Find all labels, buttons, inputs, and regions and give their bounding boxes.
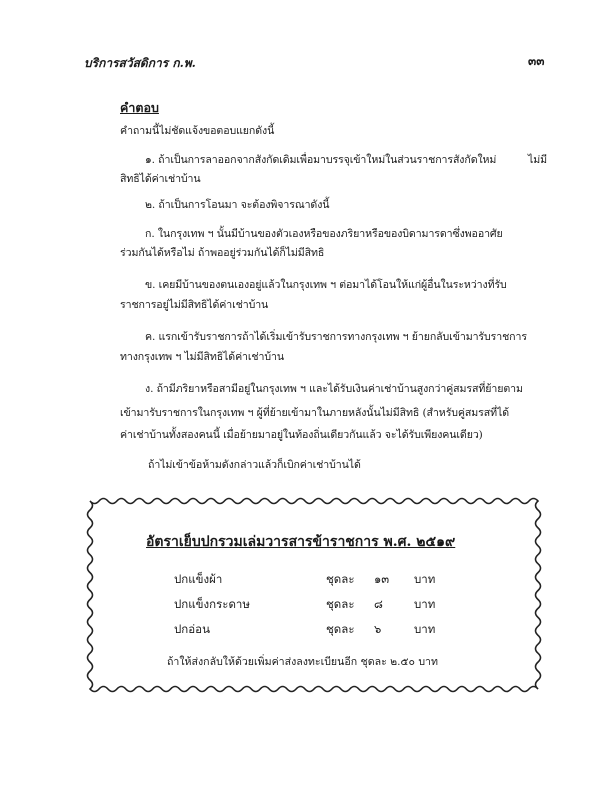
rate-name: ปกอ่อน: [174, 622, 210, 636]
page-number: ๓๓: [528, 54, 545, 68]
answer-item-ngo-line-3: ค่าเช่าบ้านทั้งสองคนนี้ เมื่อย้ายมาอยู่ในท้องถิ่นเดียวกันแล้ว จะได้รับเพียงคนเดียว): [120, 429, 483, 441]
answer-closing: ถ้าไม่เข้าข้อห้ามดังกล่าวแล้วก็เบิกค่าเช่าบ้านได้: [148, 459, 361, 471]
rate-unit: ชุดละ: [326, 572, 355, 586]
answer-item-kho2-line-2: ทางกรุงเทพ ฯ ไม่มีสิทธิได้ค่าเช่าบ้าน: [120, 351, 284, 363]
rate-currency: บาท: [414, 597, 436, 611]
running-header: บริการสวัสดิการ ก.พ.: [84, 56, 196, 70]
rate-row: [84, 621, 544, 639]
rate-unit: ชุดละ: [326, 597, 355, 611]
answer-item-2-line-1: ๒. ถ้าเป็นการโอนมา จะต้องพิจารณาดังนี้: [145, 199, 330, 211]
answer-item-ngo-line-1: ง. ถ้ามีภริยาหรือสามีอยู่ในกรุงเทพ ฯ และได้รับเงินค่าเช่าบ้านสูงกว่าคู่สมรสที่ย้ายตาม: [145, 383, 523, 395]
answer-item-ka-line-1: ก. ในกรุงเทพ ฯ นั้นมีบ้านของตัวเองหรือของภริยาหรือของบิดามารดาซึ่งพออาศัย: [145, 228, 503, 240]
answer-heading: คำตอบ: [120, 100, 159, 115]
answer-item-1-line-1: [145, 151, 547, 168]
answer-item-1-line-2: สิทธิได้ค่าเช่าบ้าน: [120, 173, 201, 185]
rate-price: ๘: [374, 597, 383, 611]
answer-item-1-text: ๑. ถ้าเป็นการลาออกจากสังกัดเดิมเพื่อมาบรรจุเข้าใหม่ในส่วนราชการสังกัดใหม่: [145, 154, 497, 166]
rate-row: [84, 571, 544, 589]
answer-item-kho2-line-1: ค. แรกเข้ารับราชการถ้าได้เริ่มเข้ารับราชการทางกรุงเทพ ฯ ย้ายกลับเข้ามารับราชการ: [145, 331, 527, 343]
rate-name: ปกแข็งกระดาษ: [174, 597, 250, 611]
rate-currency: บาท: [414, 622, 436, 636]
answer-item-kho-line-2: ราชการอยู่ไม่มีสิทธิได้ค่าเช่าบ้าน: [120, 299, 269, 311]
binding-rates-box: [84, 495, 544, 695]
shipping-note: ถ้าให้ส่งกลับให้ด้วยเพิ่มค่าส่งลงทะเบียนอีก ชุดละ ๒.๕๐ บาท: [167, 656, 438, 668]
rate-price: ๖: [374, 622, 382, 636]
rate-currency: บาท: [414, 572, 436, 586]
rate-name: ปกแข็งผ้า: [174, 572, 223, 586]
rate-price: ๑๓: [374, 572, 390, 586]
answer-item-kho-line-1: ข. เคยมีบ้านของตนเองอยู่แล้วในกรุงเทพ ฯ ต่อมาได้โอนให้แก่ผู้อื่นในระหว่างที่รับ: [145, 279, 507, 291]
answer-item-ka-line-2: ร่วมกันได้หรือไม่ ถ้าพออยู่ร่วมกันได้ก็ไม่มีสิทธิ: [120, 247, 325, 259]
answer-item-ngo-line-2: เข้ามารับราชการในกรุงเทพ ฯ ผู้ที่ย้ายเข้ามาในภายหลังนั้นไม่มีสิทธิ (สำหรับคู่สมรสที่ได้: [120, 407, 509, 419]
rates-title: อัตราเย็บปกรวมเล่มวารสารข้าราชการ พ.ศ. ๒๕๑๙: [146, 534, 456, 550]
rate-unit: ชุดละ: [326, 622, 355, 636]
rate-row: [84, 596, 544, 614]
answer-intro: คำถามนี้ไม่ชัดแจ้งขอตอบแยกดังนี้: [120, 125, 275, 137]
answer-item-1-tail: ไม่มี: [528, 154, 547, 166]
